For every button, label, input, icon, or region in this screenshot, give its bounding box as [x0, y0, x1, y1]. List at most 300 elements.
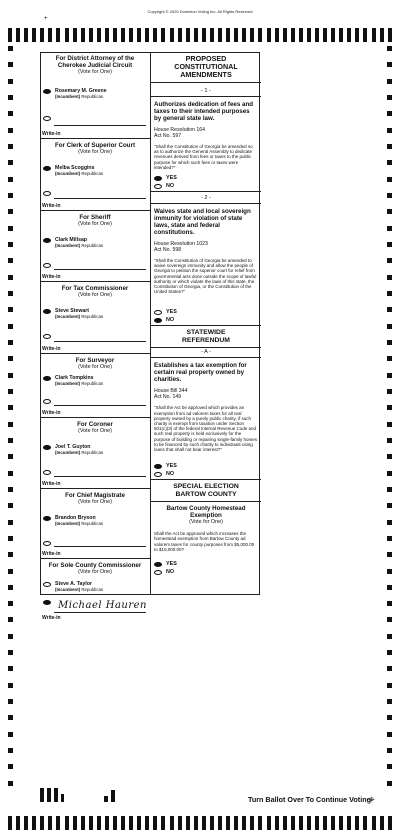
- timing-mark: [387, 601, 392, 606]
- timing-mark: [387, 536, 392, 541]
- turn-over-instruction: Turn Ballot Over To Continue Voting: [248, 795, 371, 804]
- candidate-option[interactable]: [40, 88, 150, 99]
- timing-mark: [186, 28, 190, 42]
- timing-mark: [32, 28, 36, 42]
- candidate-name: Joel T. Guyton: [55, 444, 91, 450]
- timing-mark: [129, 816, 133, 830]
- timing-mark: [8, 177, 13, 182]
- timing-mark: [387, 226, 392, 231]
- candidate-option[interactable]: [40, 237, 150, 248]
- writein-line[interactable]: [54, 405, 146, 406]
- timing-mark: [113, 816, 117, 830]
- timing-mark: [387, 569, 392, 574]
- timing-mark: [242, 28, 246, 42]
- timing-mark: [387, 242, 392, 247]
- question-number: - 2 -: [151, 194, 261, 204]
- timing-mark: [194, 28, 198, 42]
- question-title: Bartow County Homestead Exemption: [151, 501, 261, 519]
- writein-label: Write-in: [42, 551, 61, 557]
- timing-mark: [8, 748, 13, 753]
- timing-mark: [331, 28, 335, 42]
- timing-mark: [387, 617, 392, 622]
- question-number: - A -: [151, 347, 261, 358]
- timing-mark: [8, 732, 13, 737]
- timing-mark: [388, 28, 392, 42]
- candidate-option[interactable]: [40, 375, 150, 386]
- timing-mark: [387, 650, 392, 655]
- timing-mark: [178, 816, 182, 830]
- timing-mark: [315, 816, 319, 830]
- timing-mark: [387, 258, 392, 263]
- timing-mark: [16, 816, 20, 830]
- timing-mark: [8, 79, 13, 84]
- timing-mark: [387, 46, 392, 51]
- timing-mark: [170, 28, 174, 42]
- top-timing-marks: [8, 28, 392, 42]
- timing-mark: [387, 177, 392, 182]
- race-clerk-superior-court: [40, 139, 150, 211]
- writein-line[interactable]: [54, 476, 146, 477]
- bottom-timing-marks: [8, 816, 392, 830]
- timing-mark: [372, 28, 376, 42]
- race-sheriff: [40, 211, 150, 282]
- race-title: For Sheriff: [79, 214, 111, 221]
- question-text: "Shall the Constitution of Georgia be amended so as to authorize the General Assembly to dedicate revenues derived from fees or taxes to the public purpose for which such fees or taxes were intended?": [154, 144, 253, 170]
- question-title: Waives state and local sovereign immunity for violation of state laws, state and federal constitutions.: [154, 208, 251, 237]
- selection-oval[interactable]: [43, 582, 51, 587]
- timing-mark: [8, 275, 13, 280]
- selection-oval-filled[interactable]: [154, 562, 162, 567]
- candidate-name: Steve Stewart: [55, 308, 90, 314]
- right-timing-marks: [387, 46, 392, 786]
- vote-for-label: (Vote for One): [78, 499, 112, 505]
- timing-mark: [387, 503, 392, 508]
- timing-mark: [8, 193, 13, 198]
- timing-mark: [202, 816, 206, 830]
- timing-mark: [210, 816, 214, 830]
- timing-mark: [323, 816, 327, 830]
- selection-oval[interactable]: [43, 334, 51, 339]
- candidate-column: [40, 52, 150, 625]
- timing-mark: [331, 816, 335, 830]
- candidate-party: (Incumbent) Republican: [55, 94, 104, 99]
- race-coroner: [40, 418, 150, 489]
- handwritten-writein: Michael Hauren: [58, 600, 147, 611]
- timing-mark: [387, 340, 392, 345]
- timing-mark: [291, 816, 295, 830]
- writein-label: Write-in: [42, 274, 61, 280]
- selection-oval-filled[interactable]: [154, 464, 162, 469]
- question-bill: House Bill 344 Act No. 149: [154, 388, 188, 401]
- writein-line[interactable]: [54, 125, 146, 126]
- candidate-option[interactable]: [40, 165, 150, 176]
- timing-mark: [299, 816, 303, 830]
- candidate-party: (Incumbent) Republican: [55, 243, 104, 248]
- timing-mark: [40, 28, 44, 42]
- selection-oval-filled[interactable]: [43, 445, 51, 450]
- timing-mark: [323, 28, 327, 42]
- registration-mark: +: [44, 16, 48, 22]
- selection-oval-filled[interactable]: [43, 376, 51, 381]
- timing-mark: [121, 28, 125, 42]
- selection-oval[interactable]: [43, 116, 51, 121]
- timing-mark: [258, 816, 262, 830]
- timing-mark: [137, 28, 141, 42]
- timing-mark: [8, 764, 13, 769]
- timing-mark: [387, 715, 392, 720]
- timing-mark: [137, 816, 141, 830]
- timing-mark: [387, 683, 392, 688]
- timing-mark: [387, 422, 392, 427]
- selection-oval-filled[interactable]: [43, 600, 51, 605]
- writein-label: Write-in: [42, 481, 61, 487]
- timing-mark: [8, 128, 13, 133]
- timing-mark: [8, 487, 13, 492]
- candidate-option[interactable]: [40, 444, 150, 455]
- timing-mark: [65, 28, 69, 42]
- timing-mark: [387, 160, 392, 165]
- timing-mark: [387, 471, 392, 476]
- timing-mark: [8, 503, 13, 508]
- timing-mark: [202, 28, 206, 42]
- timing-mark: [8, 438, 13, 443]
- timing-mark: [24, 28, 28, 42]
- timing-mark: [8, 356, 13, 361]
- timing-mark: [387, 95, 392, 100]
- timing-mark: [387, 144, 392, 149]
- timing-mark: [89, 816, 93, 830]
- vote-for-label: (Vote for One): [78, 569, 112, 575]
- timing-mark: [8, 28, 12, 42]
- timing-mark: [8, 520, 13, 525]
- candidate-party: (Incumbent) Republican: [55, 314, 104, 319]
- measures-column: [150, 52, 261, 595]
- candidate-party: (Incumbent) Republican: [55, 381, 104, 386]
- race-district-attorney: [40, 52, 150, 139]
- no-option[interactable]: NO: [151, 316, 261, 326]
- selection-oval-filled[interactable]: [43, 238, 51, 243]
- candidate-option[interactable]: [40, 515, 150, 526]
- timing-mark: [8, 373, 13, 378]
- timing-mark: [387, 275, 392, 280]
- timing-mark: [283, 28, 287, 42]
- candidate-party: (Incumbent) Republican: [55, 521, 104, 526]
- vote-for-label: (Vote for One): [78, 221, 112, 227]
- timing-mark: [8, 585, 13, 590]
- timing-mark: [387, 585, 392, 590]
- selection-oval-filled[interactable]: [154, 318, 162, 323]
- timing-mark: [307, 28, 311, 42]
- yes-option[interactable]: YES: [151, 560, 261, 568]
- question-text: "Shall the Constitution of Georgia be amended to waive sovereign immunity and allow the people of Georgia to petition the superior court for relief from governmental acts done outside the scope of lawful authority or which violate the laws of this state, the Constitution of Georgia, or the Constitution of the United States?": [154, 258, 257, 295]
- timing-mark: [275, 816, 279, 830]
- writein-label: Write-in: [42, 203, 61, 209]
- timing-mark: [105, 28, 109, 42]
- race-title: For District Attorney of the Cherokee Judicial Circuit: [55, 55, 135, 69]
- writein-label: Write-in: [42, 346, 61, 352]
- timing-mark: [161, 28, 165, 42]
- timing-mark: [113, 28, 117, 42]
- timing-mark: [8, 111, 13, 116]
- timing-mark: [8, 405, 13, 410]
- writein-label: Write-in: [42, 410, 61, 416]
- timing-mark: [97, 28, 101, 42]
- timing-mark: [355, 28, 359, 42]
- race-title: For Clerk of Superior Court: [54, 142, 136, 149]
- timing-mark: [380, 816, 384, 830]
- timing-mark: [387, 405, 392, 410]
- selection-oval[interactable]: [154, 310, 162, 315]
- candidate-name: Steve A. Taylor: [55, 581, 92, 587]
- selection-oval[interactable]: [43, 541, 51, 546]
- vote-for-label: (Vote for One): [78, 364, 112, 370]
- timing-mark: [8, 144, 13, 149]
- timing-mark: [170, 816, 174, 830]
- yes-option[interactable]: YES: [151, 308, 261, 316]
- writein-label: Write-in: [42, 615, 61, 621]
- timing-mark: [32, 816, 36, 830]
- timing-mark: [387, 79, 392, 84]
- candidate-option[interactable]: [40, 581, 150, 592]
- timing-mark: [347, 816, 351, 830]
- candidate-option[interactable]: [40, 308, 150, 319]
- timing-mark: [387, 128, 392, 133]
- writein-line[interactable]: [54, 546, 146, 547]
- candidate-name: Melba Scoggins: [55, 165, 95, 171]
- timing-mark: [387, 307, 392, 312]
- timing-mark: [387, 634, 392, 639]
- timing-mark: [267, 28, 271, 42]
- timing-mark: [8, 62, 13, 67]
- timing-mark: [81, 816, 85, 830]
- timing-mark: [8, 781, 13, 786]
- vote-for-label: (Vote for One): [189, 519, 223, 526]
- selection-oval[interactable]: [43, 399, 51, 404]
- timing-mark: [8, 683, 13, 688]
- timing-mark: [234, 816, 238, 830]
- timing-mark: [8, 389, 13, 394]
- timing-mark: [194, 816, 198, 830]
- timing-mark: [8, 307, 13, 312]
- timing-mark: [226, 28, 230, 42]
- timing-mark: [388, 816, 392, 830]
- timing-mark: [387, 62, 392, 67]
- timing-mark: [153, 28, 157, 42]
- timing-mark: [73, 28, 77, 42]
- timing-mark: [8, 536, 13, 541]
- copyright-notice: Copyright © 2020 Dominion Voting Inc. All Rights Reserved: [147, 9, 253, 14]
- timing-mark: [16, 28, 20, 42]
- writein-line[interactable]: [54, 198, 146, 199]
- timing-mark: [8, 650, 13, 655]
- timing-mark: [89, 28, 93, 42]
- timing-mark: [65, 816, 69, 830]
- vote-for-label: (Vote for One): [78, 428, 112, 434]
- timing-mark: [48, 28, 52, 42]
- timing-mark: [73, 816, 77, 830]
- question-title: Authorizes dedication of fees and taxes to their intended purposes by general state law.: [154, 101, 254, 122]
- race-surveyor: [40, 354, 150, 418]
- race-title: For Chief Magistrate: [65, 492, 125, 499]
- timing-mark: [8, 226, 13, 231]
- timing-mark: [267, 816, 271, 830]
- race-title: For Coroner: [77, 421, 113, 428]
- timing-mark: [8, 422, 13, 427]
- timing-mark: [48, 816, 52, 830]
- selection-oval[interactable]: [43, 263, 51, 268]
- race-title: For Tax Commissioner: [61, 285, 129, 292]
- timing-mark: [186, 816, 190, 830]
- timing-mark: [153, 816, 157, 830]
- candidate-name: Rosemary M. Greene: [55, 88, 107, 94]
- timing-mark: [291, 28, 295, 42]
- timing-mark: [24, 816, 28, 830]
- referendum-header: STATEWIDE REFERENDUM: [182, 329, 230, 344]
- no-option[interactable]: NO: [151, 470, 261, 480]
- question-text: "Shall the Act be approved which provides an exemption from ad valorem taxes for all real property owned by a purely public charity, if such charity is exempt from taxation under Section 501(c)(3) of the federal Internal Revenue Code and such real property is held exclusively for the purpose of building or repairing single-family homes to be financed by such charity to individuals using loans that shall not bear interest?": [154, 405, 258, 453]
- selection-oval[interactable]: [43, 470, 51, 475]
- timing-mark: [8, 46, 13, 51]
- vote-for-label: (Vote for One): [78, 69, 112, 75]
- timing-mark: [8, 454, 13, 459]
- timing-mark: [8, 617, 13, 622]
- race-chief-magistrate: [40, 489, 150, 559]
- timing-mark: [339, 816, 343, 830]
- timing-mark: [40, 816, 44, 830]
- timing-mark: [387, 111, 392, 116]
- timing-mark: [387, 454, 392, 459]
- timing-mark: [8, 324, 13, 329]
- question-bill: House Resolution 164 Act No. 597: [154, 127, 206, 139]
- timing-mark: [258, 28, 262, 42]
- timing-mark: [210, 28, 214, 42]
- timing-mark: [315, 28, 319, 42]
- timing-mark: [226, 816, 230, 830]
- question-text: Shall the Act be approved which increases the homestead exemption from Bartow County ad valorem taxes for county purposes from $5,000.00 to $10,000.00?: [154, 531, 255, 552]
- timing-mark: [218, 816, 222, 830]
- race-tax-commissioner: [40, 282, 150, 354]
- timing-mark: [145, 28, 149, 42]
- timing-mark: [8, 666, 13, 671]
- selection-oval[interactable]: [154, 570, 162, 575]
- timing-mark: [299, 28, 303, 42]
- race-title: For Sole County Commissioner: [48, 562, 142, 569]
- timing-mark: [387, 699, 392, 704]
- no-option[interactable]: NO: [151, 568, 261, 576]
- timing-mark: [8, 715, 13, 720]
- writein-line[interactable]: [54, 341, 146, 342]
- question-title: Establishes a tax exemption for certain real property owned by charities.: [154, 362, 247, 384]
- timing-mark: [8, 816, 12, 830]
- selection-oval-filled[interactable]: [43, 516, 51, 521]
- selection-oval[interactable]: [154, 184, 162, 189]
- selection-oval[interactable]: [154, 472, 162, 477]
- selection-oval-filled[interactable]: [43, 309, 51, 314]
- selection-oval[interactable]: [43, 191, 51, 196]
- timing-mark: [234, 28, 238, 42]
- timing-mark: [121, 816, 125, 830]
- timing-mark: [387, 356, 392, 361]
- timing-mark: [8, 258, 13, 263]
- yes-option[interactable]: YES: [151, 462, 261, 470]
- timing-mark: [387, 748, 392, 753]
- vote-for-label: (Vote for One): [78, 292, 112, 298]
- timing-mark: [178, 28, 182, 42]
- candidate-party: (Incumbent) Republican: [55, 171, 104, 176]
- yes-option[interactable]: YES: [151, 174, 261, 182]
- timing-mark: [97, 816, 101, 830]
- timing-mark: [387, 487, 392, 492]
- amendments-header: PROPOSED CONSTITUTIONAL AMENDMENTS: [151, 52, 261, 83]
- timing-mark: [363, 816, 367, 830]
- timing-mark: [218, 28, 222, 42]
- timing-mark: [8, 160, 13, 165]
- timing-mark: [380, 28, 384, 42]
- timing-mark: [242, 816, 246, 830]
- timing-mark: [8, 209, 13, 214]
- timing-mark: [8, 471, 13, 476]
- candidate-name: Clark Millsap: [55, 237, 88, 243]
- timing-mark: [363, 28, 367, 42]
- writein-label: Write-in: [42, 131, 61, 137]
- candidate-name: Brandon Bryson: [55, 515, 96, 521]
- timing-mark: [8, 242, 13, 247]
- timing-mark: [387, 781, 392, 786]
- special-election-header: SPECIAL ELECTION BARTOW COUNTY: [173, 483, 239, 498]
- timing-mark: [56, 28, 60, 42]
- candidate-name: Clark Tompkins: [55, 375, 94, 381]
- timing-mark: [8, 569, 13, 574]
- left-timing-marks: [8, 46, 13, 786]
- timing-mark: [250, 28, 254, 42]
- selection-oval-filled[interactable]: [43, 89, 51, 94]
- writein-line[interactable]: [54, 612, 146, 613]
- timing-mark: [105, 816, 109, 830]
- question-bill: House Resolution 1023 Act No. 598: [154, 241, 208, 254]
- timing-mark: [307, 816, 311, 830]
- question-number: - 1 -: [151, 87, 261, 97]
- timing-mark: [8, 699, 13, 704]
- writein-line[interactable]: [54, 269, 146, 270]
- selection-oval-filled[interactable]: [154, 176, 162, 181]
- no-option[interactable]: NO: [151, 182, 261, 192]
- timing-mark: [129, 28, 133, 42]
- timing-mark: [387, 732, 392, 737]
- selection-oval-filled[interactable]: [43, 166, 51, 171]
- amendments-section: [151, 52, 261, 576]
- race-title: For Surveyor: [75, 357, 115, 364]
- timing-mark: [387, 438, 392, 443]
- timing-mark: [387, 209, 392, 214]
- vote-for-label: (Vote for One): [78, 149, 112, 155]
- timing-mark: [387, 324, 392, 329]
- timing-mark: [387, 373, 392, 378]
- timing-mark: [372, 816, 376, 830]
- timing-mark: [8, 552, 13, 557]
- timing-mark: [145, 816, 149, 830]
- timing-mark: [275, 28, 279, 42]
- timing-mark: [56, 816, 60, 830]
- timing-mark: [8, 95, 13, 100]
- timing-mark: [8, 291, 13, 296]
- timing-mark: [355, 816, 359, 830]
- candidate-party: (Incumbent) Republican: [55, 587, 104, 592]
- timing-mark: [387, 552, 392, 557]
- crosshair-icon: ⌖: [368, 792, 375, 806]
- timing-mark: [8, 340, 13, 345]
- timing-mark: [339, 28, 343, 42]
- timing-mark: [8, 634, 13, 639]
